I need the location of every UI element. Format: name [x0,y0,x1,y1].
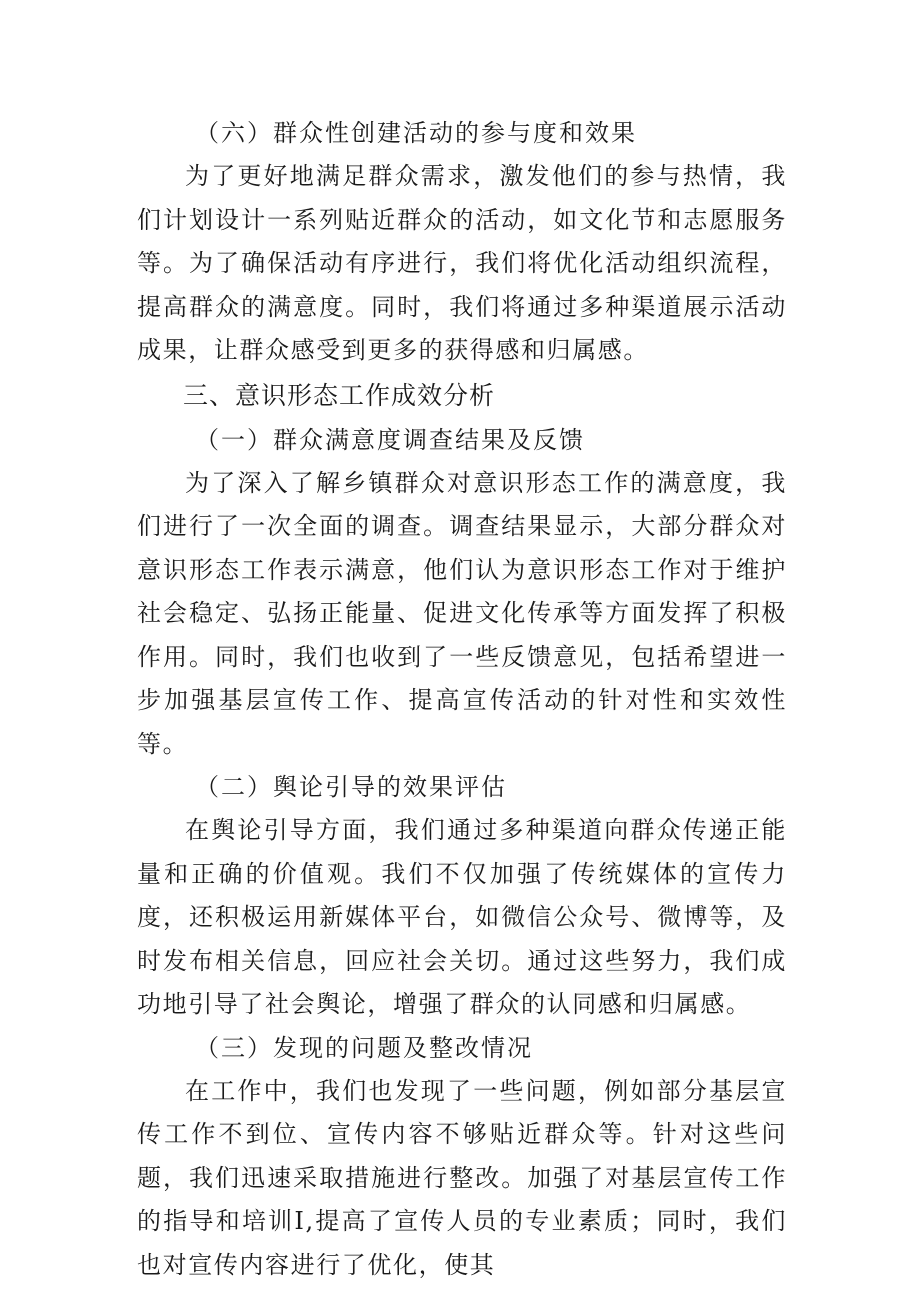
section-heading-3: 三、意识形态工作成效分析 [183,380,496,410]
section-subheading-2: （二）舆论引导的效果评估 [195,773,507,801]
section-subheading-1: （一）群众满意度调查结果及反馈 [195,425,585,454]
paragraph-survey: 为了深入了解乡镇群众对意识形态工作的满意度，我们进行了一次全面的调查。调查结果显示，大部分群众对意识形态工作表示满意，他们认为意识形态工作对于维护社会稳定、弘扬正能量、促进文化传承等方面发挥了积极作用。同时，我们也收到了一些反馈意见，包括希望进一步加强基层宣传工作、提高宣传活动的针对性和实效性等。 [137,468,787,758]
paragraph-public-opinion: 在舆论引导方面，我们通过多种渠道向群众传递正能量和正确的价值观。我们不仅加强了传统媒体的宣传力度，还积极运用新媒体平台，如微信公众号、微博等，及时发布相关信息，回应社会关切。通过这些努力，我们成功地引导了社会舆论，增强了群众的认同感和归属感。 [137,816,787,1018]
section-subheading-6: （六）群众性创建活动的参与度和效果 [195,119,637,147]
section-subheading-3: （三）发现的问题及整改情况 [195,1033,533,1062]
paragraph-problems: 在工作中，我们也发现了一些问题，例如部分基层宣传工作不到位、宣传内容不够贴近群众等。针对这些问题，我们迅速采取措施进行整改。加强了对基层宣传工作的指导和培训I,提高了宣传人员的专业素质；同时，我们也对宣传内容进行了优化，使其 [137,1076,787,1279]
paragraph-activities: 为了更好地满足群众需求，激发他们的参与热情，我们计划设计一系列贴近群众的活动，如文化节和志愿服务等。为了确保活动有序进行，我们将优化活动组织流程，提高群众的满意度。同时，我们将通过多种渠道展示活动成果，让群众感受到更多的获得感和归属感。 [137,162,787,364]
document-page [137,112,787,1287]
